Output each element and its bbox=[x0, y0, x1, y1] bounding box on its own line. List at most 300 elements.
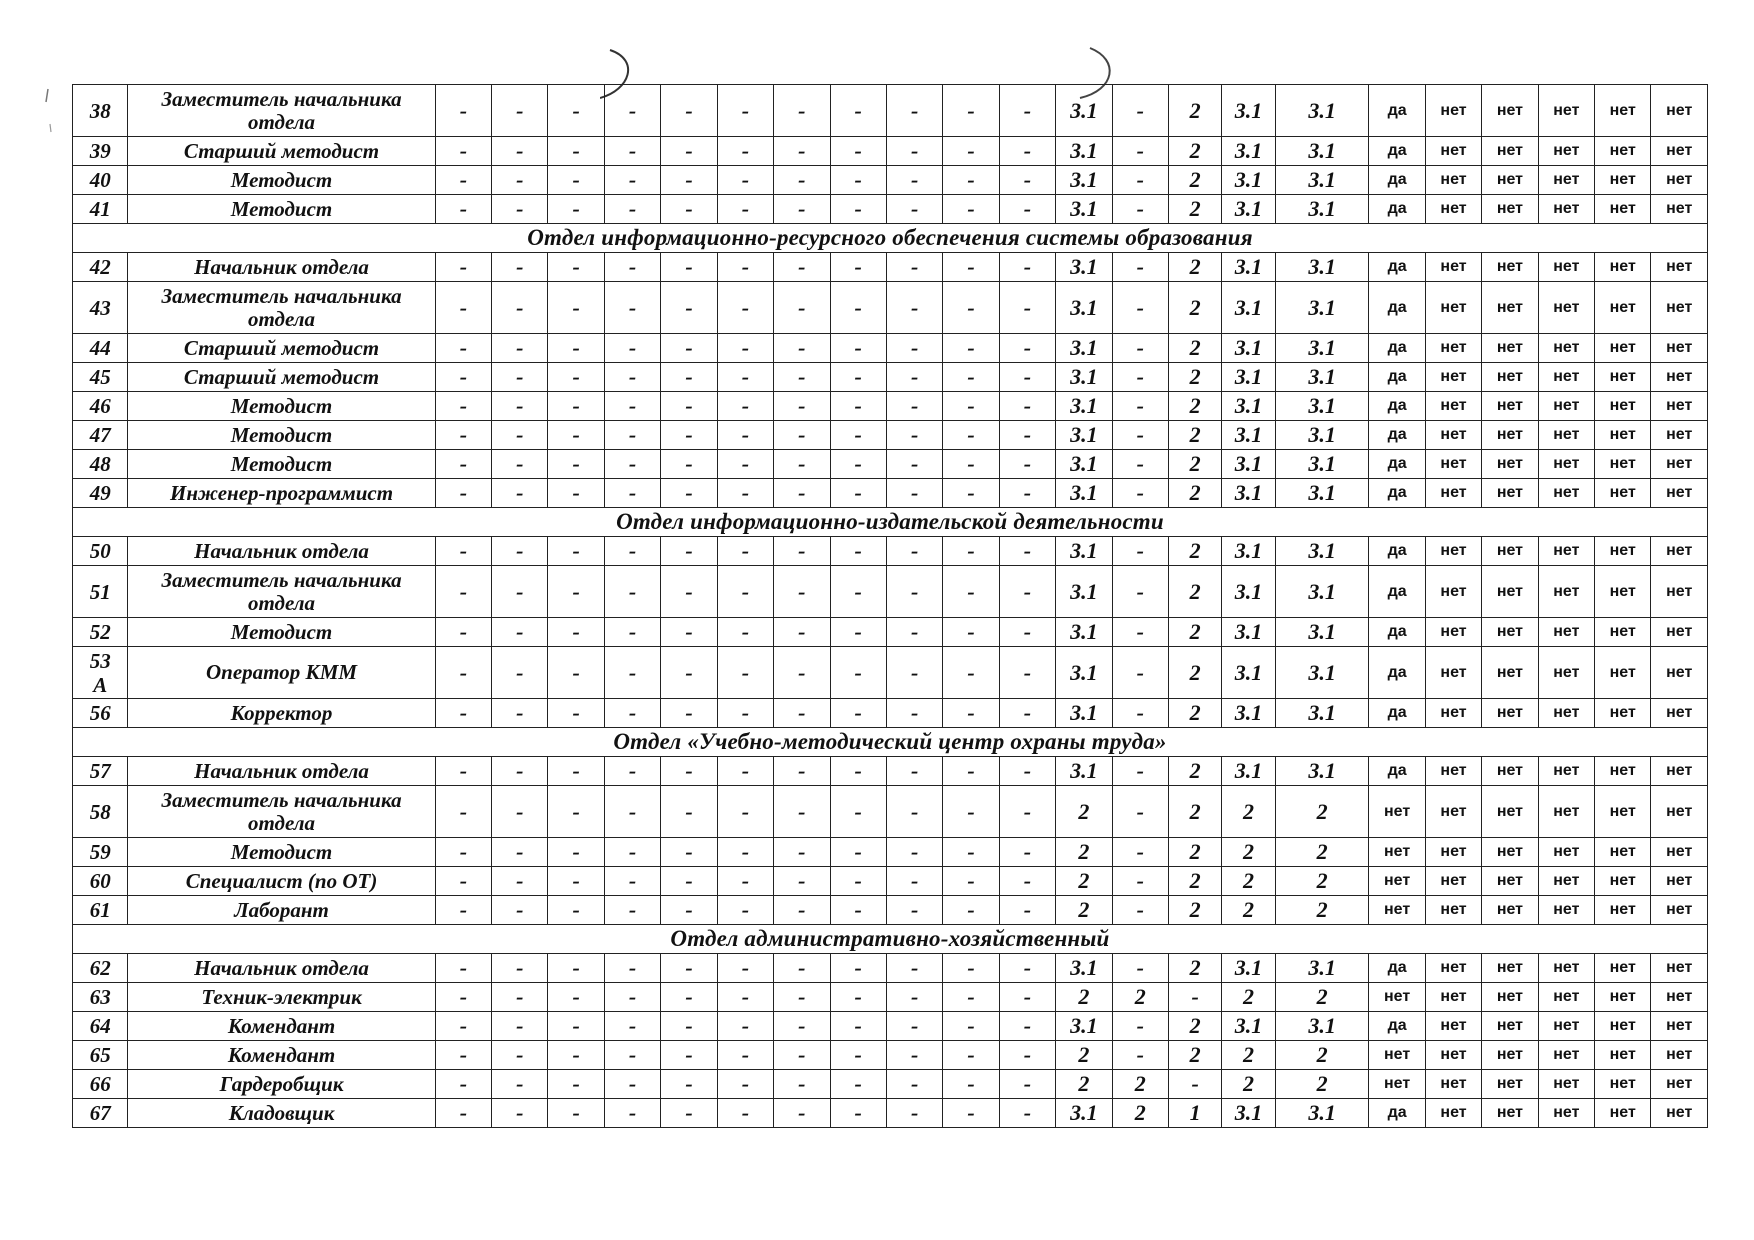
flag-cell: нет bbox=[1425, 137, 1481, 166]
value-cell: 2 bbox=[1168, 253, 1221, 282]
value-cell: 2 bbox=[1168, 166, 1221, 195]
class-cell: - bbox=[999, 983, 1055, 1012]
class-cell: - bbox=[830, 566, 886, 618]
class-cell: - bbox=[717, 253, 773, 282]
value-cell: - bbox=[1112, 334, 1168, 363]
value-cell: 3.1 bbox=[1275, 699, 1369, 728]
flag-cell: да bbox=[1369, 1099, 1425, 1128]
value-cell: 3.1 bbox=[1275, 450, 1369, 479]
value-cell: 2 bbox=[1168, 1012, 1221, 1041]
class-cell: - bbox=[548, 786, 604, 838]
value-cell: 3.1 bbox=[1056, 363, 1112, 392]
class-cell: - bbox=[435, 983, 491, 1012]
flag-cell: нет bbox=[1538, 421, 1594, 450]
class-cell: - bbox=[886, 195, 942, 224]
class-cell: - bbox=[661, 85, 717, 137]
class-cell: - bbox=[717, 757, 773, 786]
flag-cell: да bbox=[1369, 334, 1425, 363]
class-cell: - bbox=[604, 896, 660, 925]
flag-cell: да bbox=[1369, 647, 1425, 699]
row-number-cell: 57 bbox=[73, 757, 128, 786]
flag-cell: нет bbox=[1482, 537, 1538, 566]
position-name-cell: Методист bbox=[128, 166, 435, 195]
class-cell: - bbox=[830, 195, 886, 224]
table-row bbox=[73, 954, 1708, 983]
class-cell: - bbox=[830, 647, 886, 699]
value-cell: 2 bbox=[1056, 1041, 1112, 1070]
flag-cell: нет bbox=[1425, 537, 1481, 566]
flag-cell: да bbox=[1369, 757, 1425, 786]
flag-cell: нет bbox=[1651, 1041, 1708, 1070]
class-cell: - bbox=[548, 537, 604, 566]
position-name-cell: Кладовщик bbox=[128, 1099, 435, 1128]
class-cell: - bbox=[604, 786, 660, 838]
flag-cell: нет bbox=[1538, 1012, 1594, 1041]
row-number-cell: 42 bbox=[73, 253, 128, 282]
class-cell: - bbox=[604, 195, 660, 224]
class-cell: - bbox=[548, 166, 604, 195]
class-cell: - bbox=[604, 392, 660, 421]
class-cell: - bbox=[435, 85, 491, 137]
class-cell: - bbox=[717, 896, 773, 925]
row-number-cell: 50 bbox=[73, 537, 128, 566]
flag-cell: нет bbox=[1538, 334, 1594, 363]
row-number-cell: 58 bbox=[73, 786, 128, 838]
class-cell: - bbox=[717, 85, 773, 137]
class-cell: - bbox=[435, 867, 491, 896]
class-cell: - bbox=[548, 618, 604, 647]
class-cell: - bbox=[661, 699, 717, 728]
position-name-cell: Техник-электрик bbox=[128, 983, 435, 1012]
class-cell: - bbox=[999, 421, 1055, 450]
value-cell: 3.1 bbox=[1222, 647, 1275, 699]
class-cell: - bbox=[717, 282, 773, 334]
class-cell: - bbox=[830, 699, 886, 728]
class-cell: - bbox=[548, 363, 604, 392]
class-cell: - bbox=[604, 137, 660, 166]
flag-cell: нет bbox=[1425, 566, 1481, 618]
class-cell: - bbox=[435, 699, 491, 728]
flag-cell: нет bbox=[1651, 1012, 1708, 1041]
value-cell: 3.1 bbox=[1056, 166, 1112, 195]
value-cell: 2 bbox=[1168, 282, 1221, 334]
value-cell: 3.1 bbox=[1056, 421, 1112, 450]
value-cell: 3.1 bbox=[1056, 1099, 1112, 1128]
class-cell: - bbox=[886, 421, 942, 450]
class-cell: - bbox=[661, 896, 717, 925]
value-cell: 2 bbox=[1168, 618, 1221, 647]
class-cell: - bbox=[717, 618, 773, 647]
value-cell: 2 bbox=[1222, 983, 1275, 1012]
class-cell: - bbox=[717, 334, 773, 363]
value-cell: 2 bbox=[1168, 699, 1221, 728]
flag-cell: нет bbox=[1595, 983, 1651, 1012]
value-cell: - bbox=[1112, 896, 1168, 925]
flag-cell: нет bbox=[1651, 137, 1708, 166]
value-cell: 2 bbox=[1275, 867, 1369, 896]
class-cell: - bbox=[999, 566, 1055, 618]
class-cell: - bbox=[717, 867, 773, 896]
class-cell: - bbox=[548, 647, 604, 699]
value-cell: 2 bbox=[1275, 1070, 1369, 1099]
class-cell: - bbox=[661, 421, 717, 450]
value-cell: 3.1 bbox=[1222, 1099, 1275, 1128]
value-cell: - bbox=[1112, 699, 1168, 728]
class-cell: - bbox=[830, 137, 886, 166]
flag-cell: нет bbox=[1482, 867, 1538, 896]
flag-cell: нет bbox=[1369, 1041, 1425, 1070]
flag-cell: нет bbox=[1651, 282, 1708, 334]
flag-cell: нет bbox=[1369, 1070, 1425, 1099]
class-cell: - bbox=[435, 618, 491, 647]
value-cell: 3.1 bbox=[1222, 479, 1275, 508]
value-cell: 2 bbox=[1168, 867, 1221, 896]
class-cell: - bbox=[774, 757, 830, 786]
document-table-container bbox=[72, 84, 1708, 1128]
class-cell: - bbox=[717, 166, 773, 195]
class-cell: - bbox=[774, 954, 830, 983]
flag-cell: нет bbox=[1538, 1041, 1594, 1070]
class-cell: - bbox=[661, 757, 717, 786]
flag-cell: нет bbox=[1651, 195, 1708, 224]
class-cell: - bbox=[435, 137, 491, 166]
flag-cell: нет bbox=[1425, 334, 1481, 363]
flag-cell: нет bbox=[1595, 334, 1651, 363]
class-cell: - bbox=[774, 786, 830, 838]
value-cell: - bbox=[1112, 363, 1168, 392]
class-cell: - bbox=[492, 954, 548, 983]
position-name-cell: Заместитель начальника отдела bbox=[128, 85, 435, 137]
position-name-cell: Методист bbox=[128, 421, 435, 450]
value-cell: 3.1 bbox=[1275, 647, 1369, 699]
flag-cell: нет bbox=[1482, 699, 1538, 728]
class-cell: - bbox=[830, 983, 886, 1012]
class-cell: - bbox=[774, 537, 830, 566]
class-cell: - bbox=[492, 1099, 548, 1128]
class-cell: - bbox=[943, 699, 999, 728]
class-cell: - bbox=[604, 954, 660, 983]
flag-cell: да bbox=[1369, 450, 1425, 479]
value-cell: 3.1 bbox=[1275, 757, 1369, 786]
value-cell: - bbox=[1112, 618, 1168, 647]
flag-cell: нет bbox=[1538, 392, 1594, 421]
class-cell: - bbox=[943, 867, 999, 896]
class-cell: - bbox=[999, 363, 1055, 392]
flag-cell: нет bbox=[1425, 757, 1481, 786]
value-cell: - bbox=[1112, 282, 1168, 334]
flag-cell: нет bbox=[1595, 1070, 1651, 1099]
class-cell: - bbox=[943, 421, 999, 450]
table-row bbox=[73, 757, 1708, 786]
flag-cell: нет bbox=[1538, 253, 1594, 282]
value-cell: 2 bbox=[1222, 896, 1275, 925]
section-title: Отдел «Учебно-методический центр охраны труда» bbox=[73, 728, 1708, 757]
class-cell: - bbox=[548, 699, 604, 728]
flag-cell: нет bbox=[1651, 166, 1708, 195]
value-cell: 2 bbox=[1275, 1041, 1369, 1070]
class-cell: - bbox=[435, 195, 491, 224]
value-cell: 3.1 bbox=[1056, 647, 1112, 699]
flag-cell: нет bbox=[1538, 166, 1594, 195]
class-cell: - bbox=[943, 647, 999, 699]
class-cell: - bbox=[943, 334, 999, 363]
row-number-cell: 53 А bbox=[73, 647, 128, 699]
class-cell: - bbox=[604, 450, 660, 479]
flag-cell: нет bbox=[1651, 1099, 1708, 1128]
value-cell: 3.1 bbox=[1275, 954, 1369, 983]
value-cell: - bbox=[1112, 85, 1168, 137]
flag-cell: да bbox=[1369, 699, 1425, 728]
class-cell: - bbox=[943, 363, 999, 392]
class-cell: - bbox=[492, 85, 548, 137]
value-cell: 2 bbox=[1056, 896, 1112, 925]
class-cell: - bbox=[774, 450, 830, 479]
table-row bbox=[73, 537, 1708, 566]
class-cell: - bbox=[661, 537, 717, 566]
flag-cell: нет bbox=[1651, 392, 1708, 421]
class-cell: - bbox=[435, 166, 491, 195]
class-cell: - bbox=[435, 1099, 491, 1128]
flag-cell: нет bbox=[1651, 786, 1708, 838]
class-cell: - bbox=[943, 166, 999, 195]
class-cell: - bbox=[492, 838, 548, 867]
value-cell: 2 bbox=[1168, 137, 1221, 166]
class-cell: - bbox=[604, 618, 660, 647]
flag-cell: нет bbox=[1595, 85, 1651, 137]
flag-cell: нет bbox=[1425, 1099, 1481, 1128]
flag-cell: нет bbox=[1538, 954, 1594, 983]
table-row bbox=[73, 282, 1708, 334]
flag-cell: нет bbox=[1651, 757, 1708, 786]
class-cell: - bbox=[943, 282, 999, 334]
class-cell: - bbox=[886, 1041, 942, 1070]
value-cell: 2 bbox=[1168, 421, 1221, 450]
section-title: Отдел административно-хозяйственный bbox=[73, 925, 1708, 954]
value-cell: 3.1 bbox=[1056, 699, 1112, 728]
flag-cell: нет bbox=[1595, 867, 1651, 896]
class-cell: - bbox=[774, 896, 830, 925]
value-cell: 2 bbox=[1168, 537, 1221, 566]
value-cell: 3.1 bbox=[1222, 421, 1275, 450]
class-cell: - bbox=[943, 450, 999, 479]
flag-cell: нет bbox=[1595, 566, 1651, 618]
value-cell: 2 bbox=[1168, 896, 1221, 925]
class-cell: - bbox=[435, 566, 491, 618]
row-number-cell: 67 bbox=[73, 1099, 128, 1128]
flag-cell: нет bbox=[1595, 392, 1651, 421]
value-cell: 3.1 bbox=[1275, 85, 1369, 137]
table-row bbox=[73, 699, 1708, 728]
row-number-cell: 51 bbox=[73, 566, 128, 618]
class-cell: - bbox=[661, 786, 717, 838]
class-cell: - bbox=[830, 838, 886, 867]
class-cell: - bbox=[774, 85, 830, 137]
flag-cell: да bbox=[1369, 618, 1425, 647]
value-cell: - bbox=[1112, 1012, 1168, 1041]
class-cell: - bbox=[774, 392, 830, 421]
class-cell: - bbox=[886, 450, 942, 479]
class-cell: - bbox=[661, 282, 717, 334]
flag-cell: нет bbox=[1595, 757, 1651, 786]
value-cell: - bbox=[1112, 757, 1168, 786]
table-row bbox=[73, 1012, 1708, 1041]
flag-cell: нет bbox=[1651, 1070, 1708, 1099]
class-cell: - bbox=[661, 647, 717, 699]
class-cell: - bbox=[943, 137, 999, 166]
class-cell: - bbox=[661, 195, 717, 224]
table-row bbox=[73, 566, 1708, 618]
section-header-row bbox=[73, 224, 1708, 253]
flag-cell: нет bbox=[1369, 983, 1425, 1012]
value-cell: - bbox=[1112, 137, 1168, 166]
class-cell: - bbox=[492, 618, 548, 647]
value-cell: - bbox=[1112, 537, 1168, 566]
class-cell: - bbox=[830, 363, 886, 392]
class-cell: - bbox=[435, 450, 491, 479]
value-cell: 3.1 bbox=[1275, 253, 1369, 282]
class-cell: - bbox=[661, 1099, 717, 1128]
class-cell: - bbox=[886, 166, 942, 195]
row-number-cell: 41 bbox=[73, 195, 128, 224]
value-cell: 3.1 bbox=[1222, 195, 1275, 224]
position-name-cell: Методист bbox=[128, 838, 435, 867]
class-cell: - bbox=[717, 537, 773, 566]
class-cell: - bbox=[604, 282, 660, 334]
class-cell: - bbox=[830, 757, 886, 786]
class-cell: - bbox=[717, 647, 773, 699]
value-cell: 2 bbox=[1168, 450, 1221, 479]
class-cell: - bbox=[492, 867, 548, 896]
class-cell: - bbox=[943, 566, 999, 618]
flag-cell: нет bbox=[1595, 253, 1651, 282]
value-cell: 3.1 bbox=[1275, 1012, 1369, 1041]
class-cell: - bbox=[548, 450, 604, 479]
class-cell: - bbox=[943, 537, 999, 566]
flag-cell: нет bbox=[1651, 699, 1708, 728]
value-cell: 3.1 bbox=[1222, 450, 1275, 479]
class-cell: - bbox=[604, 363, 660, 392]
row-number-cell: 43 bbox=[73, 282, 128, 334]
class-cell: - bbox=[661, 983, 717, 1012]
flag-cell: нет bbox=[1482, 479, 1538, 508]
position-name-cell: Начальник отдела bbox=[128, 954, 435, 983]
table-row bbox=[73, 1099, 1708, 1128]
flag-cell: нет bbox=[1482, 166, 1538, 195]
class-cell: - bbox=[492, 983, 548, 1012]
flag-cell: нет bbox=[1425, 166, 1481, 195]
flag-cell: нет bbox=[1538, 137, 1594, 166]
class-cell: - bbox=[548, 1012, 604, 1041]
class-cell: - bbox=[830, 253, 886, 282]
class-cell: - bbox=[830, 618, 886, 647]
class-cell: - bbox=[717, 1012, 773, 1041]
class-cell: - bbox=[548, 954, 604, 983]
class-cell: - bbox=[492, 647, 548, 699]
class-cell: - bbox=[774, 1012, 830, 1041]
table-row bbox=[73, 421, 1708, 450]
flag-cell: нет bbox=[1369, 867, 1425, 896]
class-cell: - bbox=[886, 983, 942, 1012]
class-cell: - bbox=[661, 618, 717, 647]
value-cell: - bbox=[1112, 392, 1168, 421]
class-cell: - bbox=[886, 392, 942, 421]
class-cell: - bbox=[435, 1012, 491, 1041]
flag-cell: нет bbox=[1595, 450, 1651, 479]
table-row bbox=[73, 1070, 1708, 1099]
flag-cell: нет bbox=[1425, 253, 1481, 282]
flag-cell: нет bbox=[1538, 838, 1594, 867]
class-cell: - bbox=[830, 334, 886, 363]
value-cell: 3.1 bbox=[1056, 1012, 1112, 1041]
flag-cell: нет bbox=[1651, 334, 1708, 363]
value-cell: - bbox=[1112, 566, 1168, 618]
value-cell: - bbox=[1112, 954, 1168, 983]
flag-cell: нет bbox=[1482, 85, 1538, 137]
class-cell: - bbox=[774, 618, 830, 647]
value-cell: 3.1 bbox=[1222, 1012, 1275, 1041]
class-cell: - bbox=[548, 282, 604, 334]
flag-cell: да bbox=[1369, 282, 1425, 334]
value-cell: - bbox=[1112, 786, 1168, 838]
class-cell: - bbox=[999, 618, 1055, 647]
class-cell: - bbox=[886, 363, 942, 392]
value-cell: 3.1 bbox=[1275, 1099, 1369, 1128]
value-cell: 3.1 bbox=[1222, 566, 1275, 618]
class-cell: - bbox=[943, 838, 999, 867]
class-cell: - bbox=[830, 392, 886, 421]
flag-cell: нет bbox=[1538, 450, 1594, 479]
class-cell: - bbox=[661, 1070, 717, 1099]
value-cell: 2 bbox=[1056, 838, 1112, 867]
value-cell: 3.1 bbox=[1222, 392, 1275, 421]
flag-cell: нет bbox=[1538, 1099, 1594, 1128]
class-cell: - bbox=[604, 1070, 660, 1099]
flag-cell: нет bbox=[1482, 1041, 1538, 1070]
value-cell: 3.1 bbox=[1222, 699, 1275, 728]
class-cell: - bbox=[999, 334, 1055, 363]
position-name-cell: Заместитель начальника отдела bbox=[128, 566, 435, 618]
flag-cell: нет bbox=[1651, 983, 1708, 1012]
class-cell: - bbox=[604, 699, 660, 728]
flag-cell: нет bbox=[1482, 1012, 1538, 1041]
position-name-cell: Заместитель начальника отдела bbox=[128, 282, 435, 334]
value-cell: 3.1 bbox=[1056, 618, 1112, 647]
flag-cell: нет bbox=[1538, 1070, 1594, 1099]
class-cell: - bbox=[999, 282, 1055, 334]
class-cell: - bbox=[661, 1012, 717, 1041]
class-cell: - bbox=[943, 392, 999, 421]
value-cell: 2 bbox=[1168, 195, 1221, 224]
class-cell: - bbox=[435, 647, 491, 699]
position-name-cell: Начальник отдела bbox=[128, 757, 435, 786]
row-number-cell: 59 bbox=[73, 838, 128, 867]
value-cell: 2 bbox=[1222, 1070, 1275, 1099]
class-cell: - bbox=[943, 1070, 999, 1099]
class-cell: - bbox=[717, 838, 773, 867]
class-cell: - bbox=[604, 85, 660, 137]
class-cell: - bbox=[661, 137, 717, 166]
value-cell: 2 bbox=[1168, 566, 1221, 618]
value-cell: 3.1 bbox=[1275, 566, 1369, 618]
class-cell: - bbox=[435, 334, 491, 363]
value-cell: 3.1 bbox=[1222, 166, 1275, 195]
flag-cell: нет bbox=[1482, 954, 1538, 983]
flag-cell: нет bbox=[1595, 954, 1651, 983]
class-cell: - bbox=[435, 1041, 491, 1070]
class-cell: - bbox=[999, 85, 1055, 137]
value-cell: 3.1 bbox=[1056, 253, 1112, 282]
value-cell: 3.1 bbox=[1275, 618, 1369, 647]
